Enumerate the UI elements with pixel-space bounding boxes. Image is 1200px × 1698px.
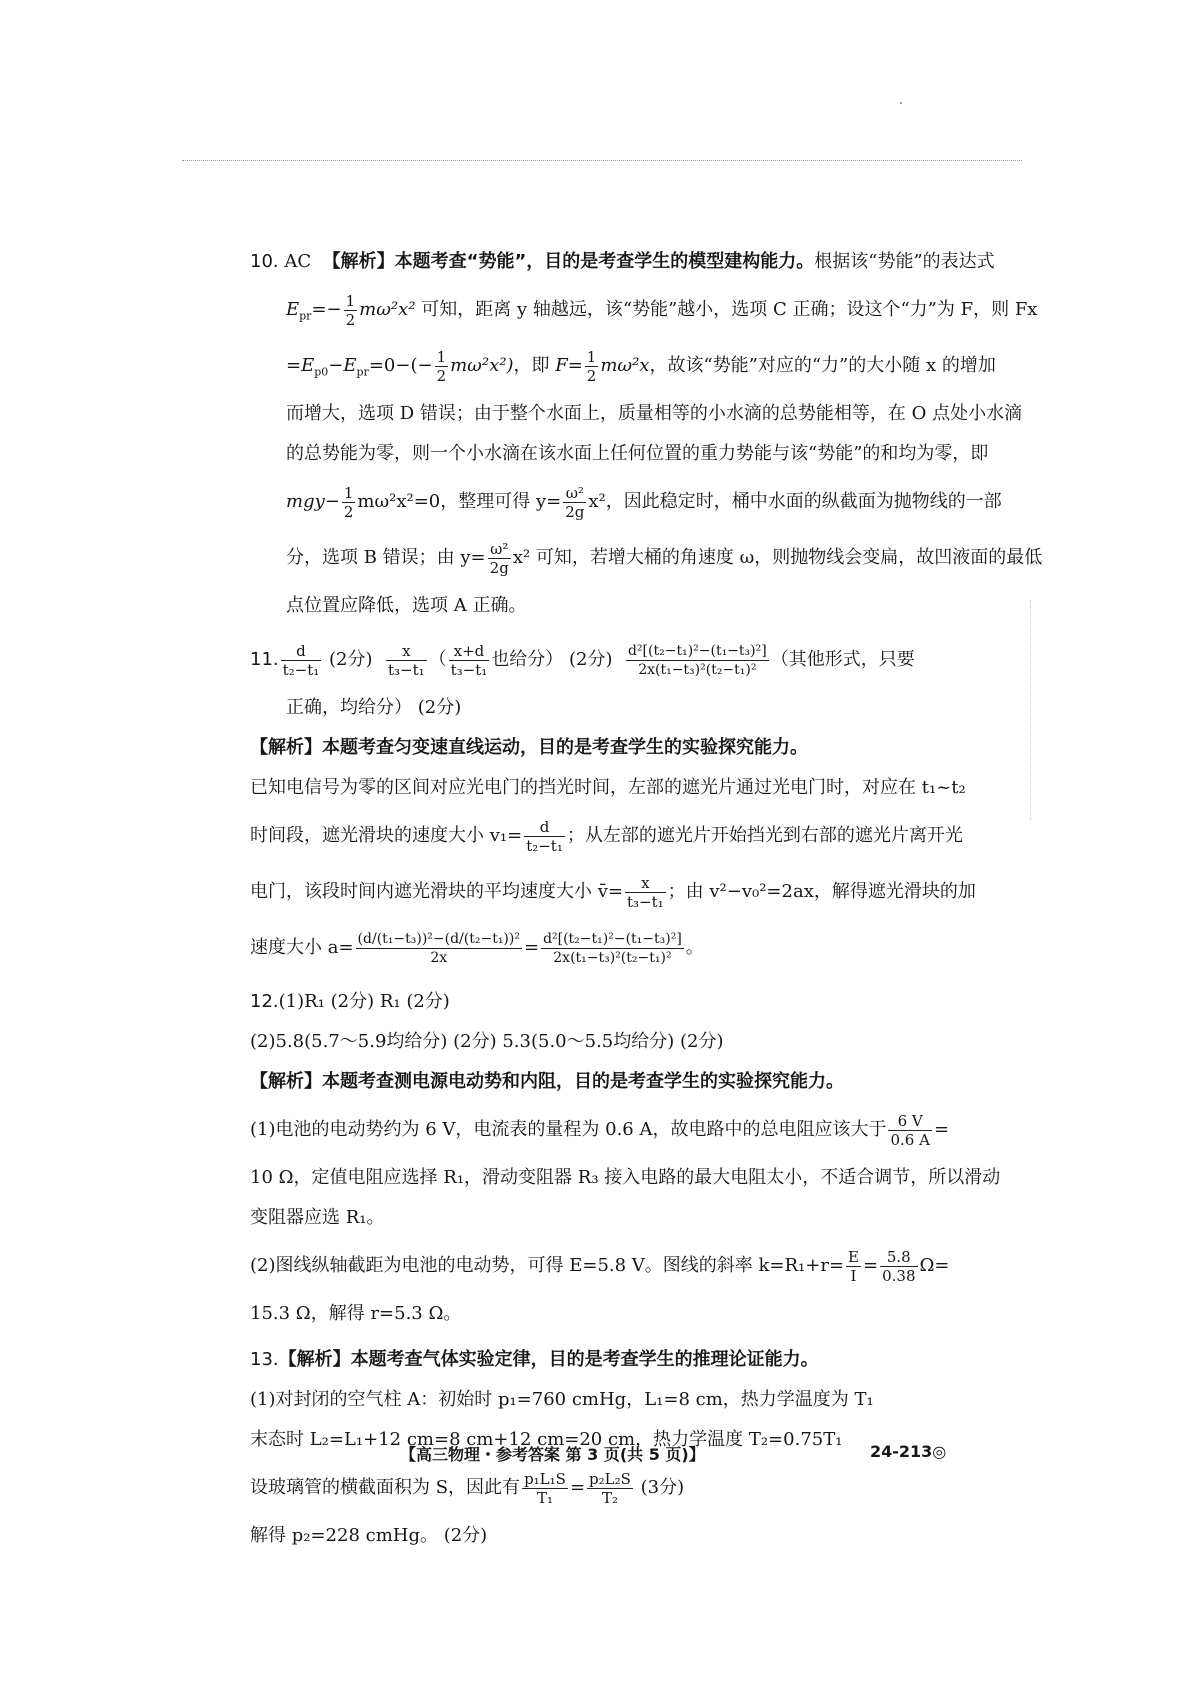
- margin-dotted-line: [1030, 600, 1031, 820]
- fraction-half: $\frac{1}{2}$: [345, 291, 356, 329]
- answer-content: [250, 242, 1043, 1562]
- q10-answer: AC: [284, 251, 312, 272]
- q11-analysis-label: 【解析】本题考查匀变速直线运动，目的是考查学生的实验探究能力。: [250, 737, 808, 758]
- footer-code: 24-213◎: [870, 1442, 947, 1461]
- question-13: 13.【解析】本题考查气体实验定律，目的是考查学生的推理论证能力。 (1)对封闭的空气柱 A：初始时 p₁=760 cmHg，L₁=8 cm，热力学温度为 T₁ 末态时 L₂=L₁+12 cm=8 cm+12 cm=20 cm，热力学温度 T₂=0.75T₁ 设玻璃管的横截面积为 S，因此有 $\frac{\text{p₁L₁S}}{\text{T₁}}$ = $\frac{\text{p₂L₂S}}{\text{T₂}}$ (3分) 解得 p₂=228 cmHg。 (2分): [250, 1349, 874, 1546]
- q12-analysis-label: 【解析】本题考查测电源电动势和内阻，目的是考查学生的实验探究能力。: [250, 1071, 844, 1092]
- q10-analysis-label: 【解析】本题考查“势能”，目的是考查学生的模型建构能力。: [322, 251, 815, 272]
- fraction-w2-2g: $\frac{\text{ω²}}{2g}$: [565, 483, 585, 521]
- header-dotted-rule: [182, 160, 1022, 161]
- page-footer: [400, 1442, 1080, 1465]
- footer-title: 【高三物理・参考答案 第 3 页(共 5 页)】: [400, 1445, 705, 1464]
- q13-analysis-label: 【解析】本题考查气体实验定律，目的是考查学生的推理论证能力。: [278, 1349, 819, 1370]
- question-12: 12.(1)R₁ (2分) R₁ (2分) (2)5.8(5.7～5.9均给分) (2分) 5.3(5.0～5.5均给分) (2分) 【解析】本题考查测电源电动势和内阻，目的是考查学生的实验探究能力。 (1)电池的电动势约为 6 V，电流表的量程为 0.6 A，故电路中的总电阻应该大于 $\frac{6 V}{0.6 A}$ = 10 Ω，定值电阻应选择 R₁，滑动变阻器 R₃ 接入电路的最大电阻太小，不适合调节，所以滑动 变阻器应选 R₁。 (2)图线纵轴截距为电池的电动势，可得 E=5.8 V。图线的斜率 k=R₁+r= $\frac{E}{I}$ = $\frac{5.8}{0.38}$ Ω= 15.3 Ω，解得 r=5.3 Ω。: [250, 991, 1001, 1324]
- q13-number: 13.: [250, 1349, 279, 1370]
- question-11: 11. $\frac{d}{\text{t₂−t₁}}$ (2分) $\frac{x}{\text{t₃−t₁}}$ （ $\frac{x+d}{\text{t₃−t₁}}$ 也给分） (2分) $\frac{\text{d²[(t₂−t₁)²−(t₁−t₃)²]}}{\text{2x(t₁−t₃)²(t₂−t₁)²}}$ （其他形式，只要 正确，均给分） (2分) 【解析】本题考查匀变速直线运动，目的是考查学生的实验探究能力。 已知电信号为零的区间对应光电门的挡光时间，左部的遮光片通过光电门时，对应在 t₁~t₂ 时间段，遮光滑块的速度大小 v₁= $\frac{d}{\text{t₂−t₁}}$ ；从左部的遮光片开始挡光到右部的遮光片离开光 电门，该段时间内遮光滑块的平均速度大小 v̄= $\frac{x}{\text{t₃−t₁}}$ ；由 v²−v₀²=2ax，解得遮光滑块的加 速度大小 a= $\frac{\text{(d/(t₁−t₃))²−(d/(t₂−t₁))²}}{2x}$ = $\frac{\text{d²[(t₂−t₁)²−(t₁−t₃)²]}}{\text{2x(t₁−t₃)²(t₂−t₁)²}}$ 。: [250, 641, 976, 966]
- q12-number: 12.: [250, 991, 279, 1012]
- q11-number: 11.: [250, 649, 279, 670]
- question-10: 10. AC 【解析】本题考查“势能”，目的是考查学生的模型建构能力。根据该“势能”的表达式 $E_{pr}=-$ $\frac{1}{2}$ mω²x² 可知，距离 y 轴越远，该“势能”越小，选项 C 正确；设这个“力”为 F，则 Fx $=E_{p0}-E_{pr}=0-(-$ $\frac{1}{2}$ mω²x²)，即 F= $\frac{1}{2}$ mω²x，故该“势能”对应的“力”的大小随 x 的增加 而增大，选项 D 错误；由于整个水面上，质量相等的小水滴的总势能相等，在 O 点处小水滴 的总势能为零，则一个小水滴在该水面上任何位置的重力势能与该“势能”的和均为零，即 mgy− $\frac{1}{2}$ mω²x²=0，整理可得 y= $\frac{\text{ω²}}{2g}$ x²，因此稳定时，桶中水面的纵截面为抛物线的一部 分，选项 B 错误；由 y= $\frac{\text{ω²}}{2g}$ x² 可知，若增大桶的角速度 ω，则抛物线会变扁，故凹液面的最低 点位置应降低，选项 A 正确。: [250, 251, 1043, 616]
- scan-speck: [900, 102, 902, 104]
- fraction-acceleration: $\frac{\text{d²[(t₂−t₁)²−(t₁−t₃)²]}}{\text{2x(t₁−t₃)²(t₂−t₁)²}}$: [627, 642, 767, 678]
- q10-number: 10.: [250, 251, 279, 272]
